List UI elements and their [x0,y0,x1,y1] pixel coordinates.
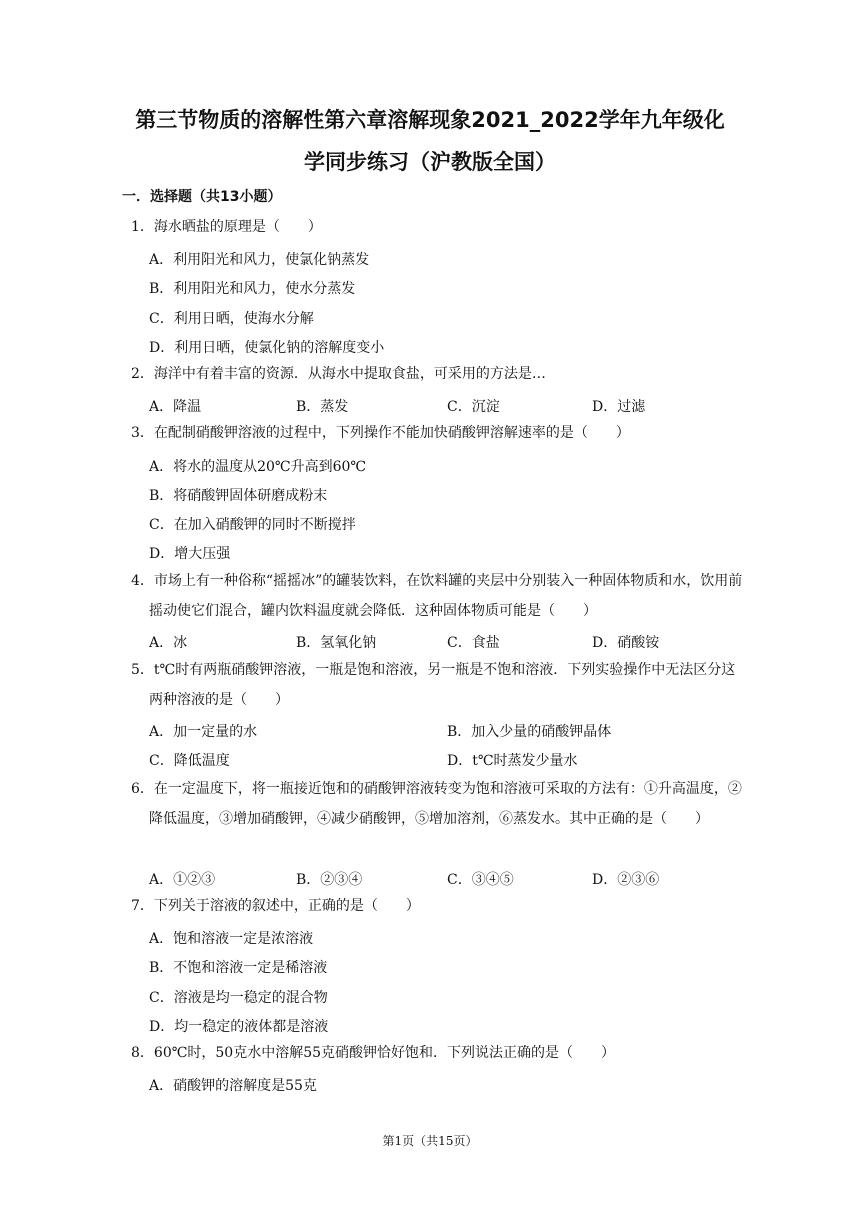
question-stem: 2．海洋中有着丰富的资源．从海水中提取食盐，可采用的方法是… [131,366,546,382]
option: B．②③④ [296,872,363,888]
question-stem: 4．市场上有一种俗称“摇摇冰”的罐装饮料，在饮料罐的夹层中分别装入一种固体物质和水，饮用前摇动使它们混合，罐内饮料温度就会降低．这种固体物质可能是（ ） [131,573,743,619]
option: A．冰 [149,635,188,651]
option: A．硝酸钾的溶解度是55克 [149,1078,317,1094]
document-title-line-1: 第三节物质的溶解性第六章溶解现象2021_2022学年九年级化 [135,108,725,132]
option: A．将水的温度从20℃升高到60℃ [149,459,367,475]
option: B．将硝酸钾固体研磨成粉末 [149,488,328,504]
option: C．沉淀 [447,399,500,415]
question-stem: 3．在配制硝酸钾溶液的过程中，下列操作不能加快硝酸钾溶解速率的是（ ） [131,425,630,441]
option: D．利用日晒，使氯化钠的溶解度变小 [149,340,385,356]
option: A．降温 [149,399,202,415]
option: C．食盐 [447,635,500,651]
option: D．增大压强 [149,546,231,562]
option: C．③④⑤ [447,872,514,888]
option: B．氢氧化钠 [296,635,377,651]
question-stem: 6．在一定温度下，将一瓶接近饱和的硝酸钾溶液转变为饱和溶液可采取的方法有：①升高温度，②降低温度，③增加硝酸钾，④减少硝酸钾，⑤增加溶剂，⑥蒸发水。其中正确的是（ ） [131,781,742,827]
option: A．利用阳光和风力，使氯化钠蒸发 [149,252,370,268]
section-heading: 一．选择题（共13小题） [122,189,282,205]
option: A．饱和溶液一定是浓溶液 [149,931,314,947]
option: C．利用日晒，使海水分解 [149,311,314,327]
option: A．①②③ [149,872,216,888]
option: C．降低温度 [149,753,230,769]
option: B．不饱和溶液一定是稀溶液 [149,960,328,976]
option: B．加入少量的硝酸钾晶体 [447,724,612,740]
option: C．溶液是均一稳定的混合物 [149,990,328,1006]
option: D．硝酸铵 [592,635,660,651]
option: D．t℃时蒸发少量水 [447,753,578,769]
option: D．均一稳定的液体都是溶液 [149,1019,329,1035]
option: D．过滤 [592,399,646,415]
option: D．②③⑥ [592,872,660,888]
document-title-line-2: 学同步练习（沪教版全国） [304,150,556,174]
question-stem: 7．下列关于溶液的叙述中，正确的是（ ） [131,898,420,914]
page-footer: 第1页（共15页） [382,1134,478,1148]
question-stem: 8．60℃时，50克水中溶解55克硝酸钾恰好饱和．下列说法正确的是（ ） [131,1045,616,1061]
option: C．在加入硝酸钾的同时不断搅拌 [149,517,356,533]
option: B．利用阳光和风力，使水分蒸发 [149,281,356,297]
question-stem: 1．海水晒盐的原理是（ ） [131,219,322,235]
option: A．加一定量的水 [149,724,258,740]
question-stem: 5．t℃时有两瓶硝酸钾溶液，一瓶是饱和溶液，另一瓶是不饱和溶液．下列实验操作中无法区分这两种溶液的是（ ） [131,662,736,708]
option: B．蒸发 [296,399,349,415]
